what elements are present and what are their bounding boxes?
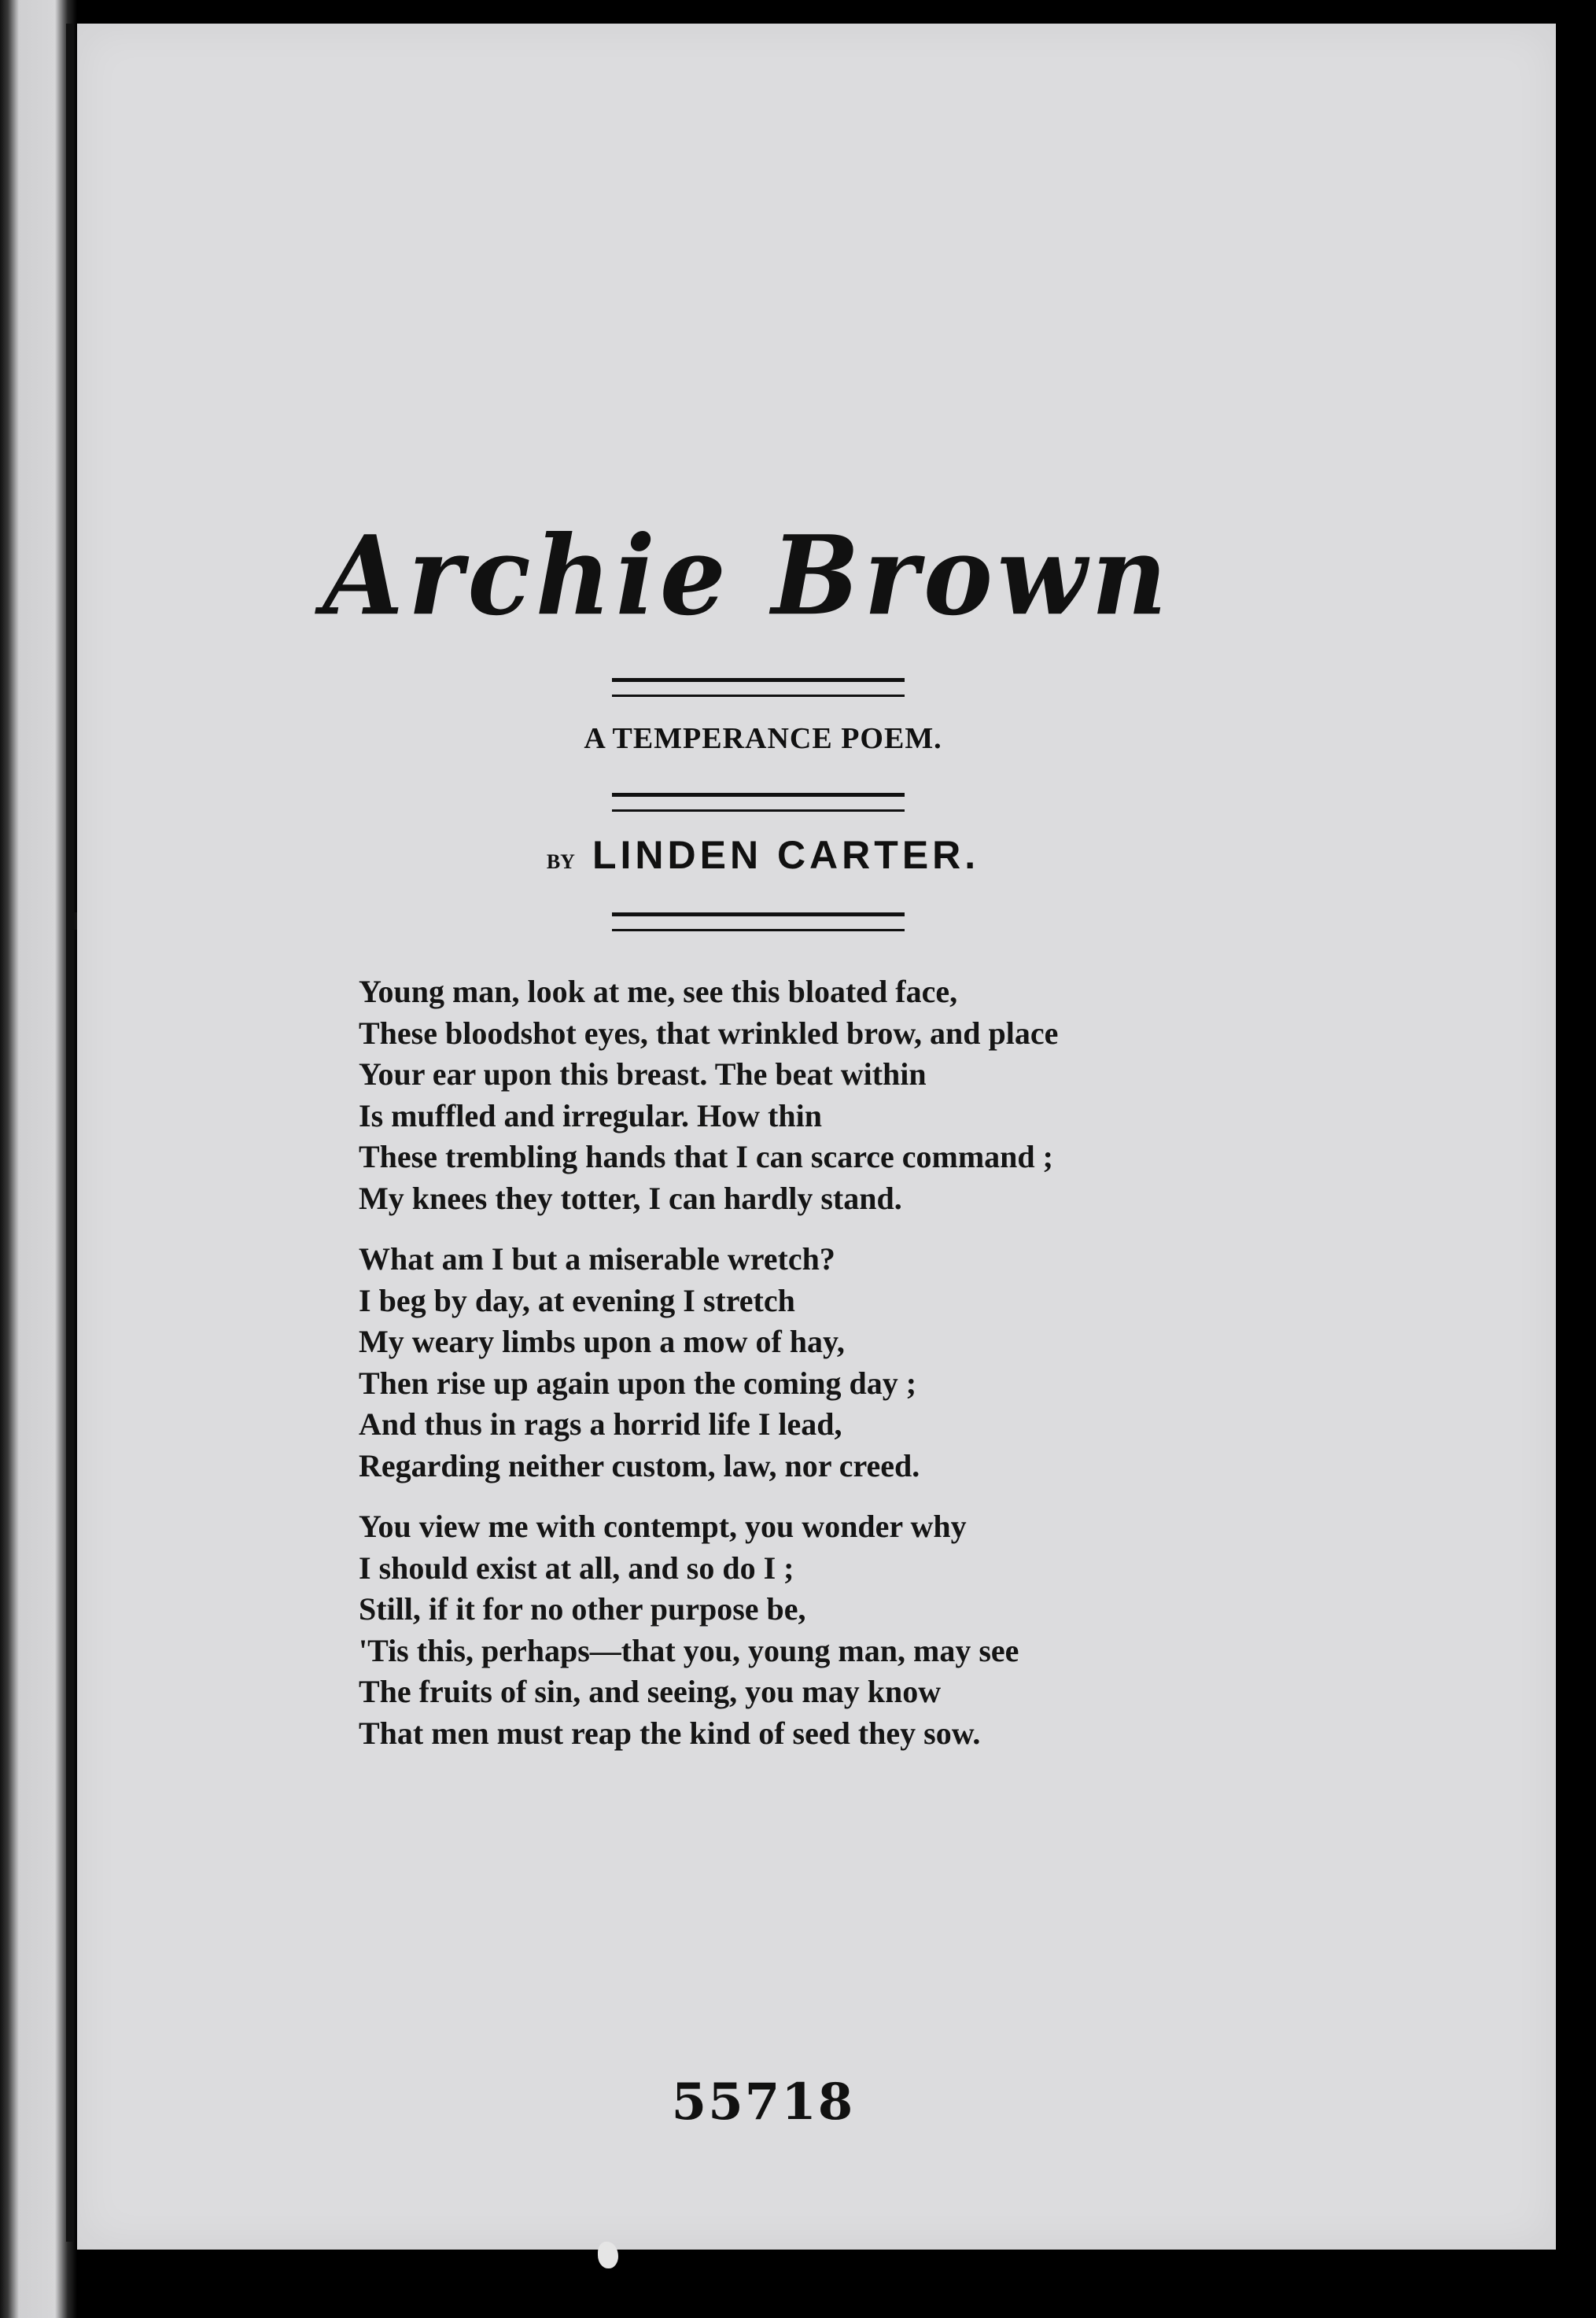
poem-line: Is muffled and irregular. How thin xyxy=(359,1097,822,1133)
poem-line: Regarding neither custom, law, nor creed. xyxy=(359,1447,920,1483)
poem-line: The fruits of sin, and seeing, you may know xyxy=(359,1674,942,1709)
author-name: LINDEN CARTER. xyxy=(592,833,980,877)
byline-divider xyxy=(612,912,905,931)
subtitle-divider xyxy=(612,793,905,812)
poem-line: That men must reap the kind of seed they sow. xyxy=(359,1715,981,1751)
poem-line: Your ear upon this breast. The beat within xyxy=(359,1056,927,1092)
poem-line: I should exist at all, and so do I ; xyxy=(359,1550,794,1586)
byline xyxy=(393,832,1133,878)
byline-prefix: BY xyxy=(546,850,575,873)
poem-line: Still, if it for no other purpose be, xyxy=(359,1591,806,1627)
poem-line: These trembling hands that I can scarce command ; xyxy=(359,1139,1053,1174)
poem-line: My weary limbs upon a mow of hay, xyxy=(359,1324,845,1359)
title-divider xyxy=(612,678,905,697)
poem-line: I beg by day, at evening I stretch xyxy=(359,1282,795,1318)
stanza xyxy=(359,971,1208,1219)
catalog-number-stamp: 55718 xyxy=(671,2073,855,2132)
poem-line: My knees they totter, I can hardly stand. xyxy=(359,1180,902,1216)
poem-line: These bloodshot eyes, that wrinkled brow, and place xyxy=(359,1015,1059,1051)
poem-body xyxy=(359,971,1208,1774)
poem-subtitle: A TEMPERANCE POEM. xyxy=(584,722,942,755)
poem-title: Archie Brown xyxy=(323,512,1172,640)
poem-line: You view me with contempt, you wonder why xyxy=(359,1509,967,1544)
poem-line: What am I but a miserable wretch? xyxy=(359,1241,835,1277)
poem-line: 'Tis this, perhaps—that you, young man, may see xyxy=(359,1632,1019,1668)
poem-line: Then rise up again upon the coming day ; xyxy=(359,1365,917,1401)
poem-line: Young man, look at me, see this bloated face, xyxy=(359,974,958,1009)
book-spine xyxy=(66,24,74,2242)
stanza xyxy=(359,1506,1208,1754)
previous-page-edge xyxy=(0,0,77,2318)
poem-line: And thus in rags a horrid life I lead, xyxy=(359,1406,842,1442)
stanza xyxy=(359,1239,1208,1487)
page-blemish xyxy=(598,2242,618,2268)
